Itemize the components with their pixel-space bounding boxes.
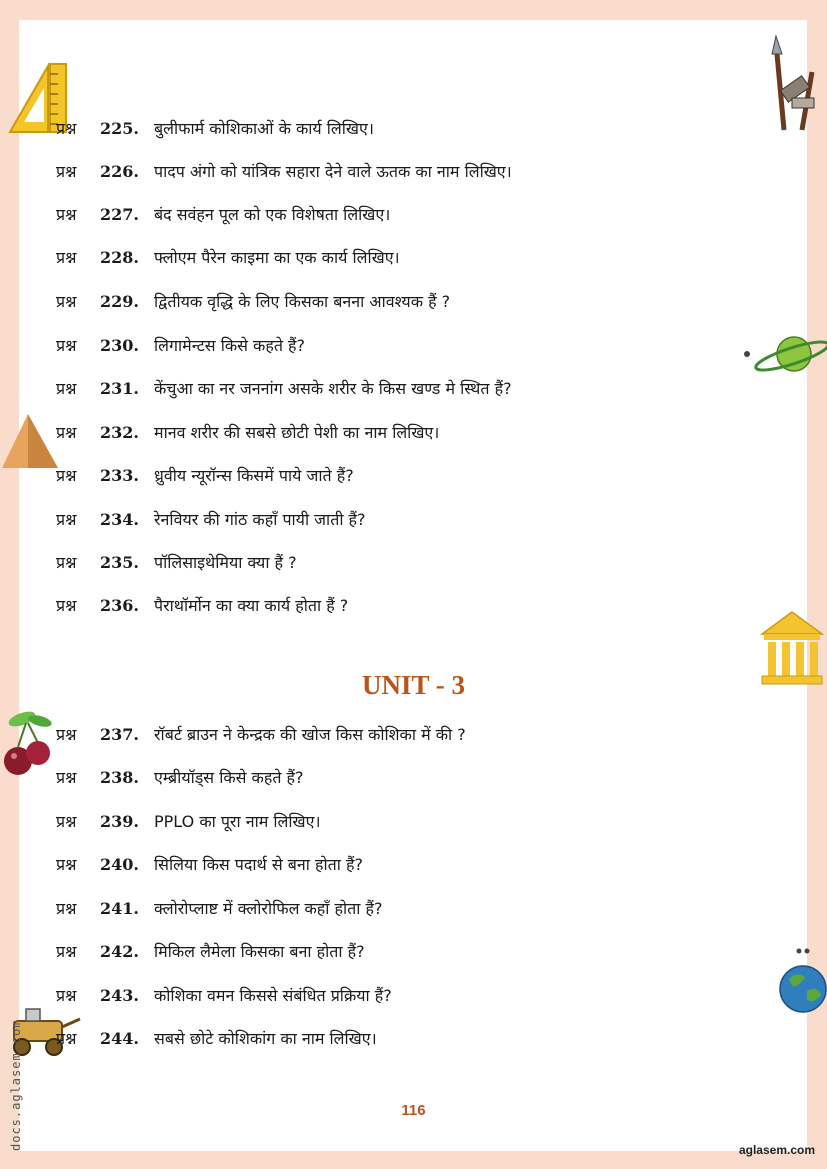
question-label: प्रश्न: [56, 553, 77, 572]
question-label: प्रश्न: [56, 248, 77, 267]
question-text: ध्रुवीय न्यूरॉन्स किसमें पाये जाते हैं?: [154, 466, 354, 485]
question-240: [56, 852, 363, 878]
question-number: 244.: [100, 1029, 139, 1048]
question-text: रेनवियर की गांठ कहाँ पायी जाती हैं?: [154, 510, 366, 529]
question-243: [56, 983, 392, 1009]
question-label: प्रश्न: [56, 119, 77, 138]
question-number: 236.: [100, 596, 139, 615]
question-text: कोशिका वमन किससे संबंधित प्रक्रिया हैं?: [154, 986, 392, 1005]
question-244: [56, 1026, 377, 1052]
question-number: 240.: [100, 855, 139, 874]
question-239: [56, 809, 321, 835]
question-label: प्रश्न: [56, 466, 77, 485]
question-234: [56, 507, 366, 533]
question-text: पादप अंगो को यांत्रिक सहारा देने वाले ऊतक का नाम लिखिए।: [154, 162, 512, 181]
question-number: 233.: [100, 466, 139, 485]
question-230: [56, 333, 305, 359]
question-text: रॉबर्ट ब्राउन ने केन्द्रक की खोज किस कोशिका में की ?: [154, 725, 466, 744]
question-text: PPLO का पूरा नाम लिखिए।: [154, 812, 321, 831]
question-label: प्रश्न: [56, 162, 77, 181]
planet-icon: [740, 330, 827, 380]
question-number: 228.: [100, 248, 139, 267]
question-233: [56, 463, 354, 489]
question-number: 231.: [100, 379, 139, 398]
question-label: प्रश्न: [56, 423, 77, 442]
unit-heading: UNIT - 3: [361, 670, 466, 700]
question-label: प्रश्न: [56, 986, 77, 1005]
question-text: मानव शरीर की सबसे छोटी पेशी का नाम लिखिए।: [154, 423, 440, 442]
question-229: [56, 289, 450, 315]
question-text: सिलिया किस पदार्थ से बना होता हैं?: [154, 855, 363, 874]
question-226: [56, 159, 512, 185]
question-231: [56, 376, 512, 402]
footer-site-link[interactable]: aglasem.com: [738, 1143, 815, 1157]
pyramid-icon: [0, 410, 60, 470]
question-text: फ्लोएम पैरेन काइमा का एक कार्य लिखिए।: [154, 248, 400, 267]
question-228: [56, 245, 400, 271]
cherries-icon: [0, 705, 62, 781]
page-number: 116: [401, 1102, 426, 1119]
question-label: प्रश्न: [56, 899, 77, 918]
question-label: प्रश्न: [56, 768, 77, 787]
question-label: प्रश्न: [56, 942, 77, 961]
question-241: [56, 896, 383, 922]
question-number: 226.: [100, 162, 139, 181]
question-text: बंद सवंहन पूल को एक विशेषता लिखिए।: [154, 205, 391, 224]
question-235: [56, 550, 297, 576]
question-label: प्रश्न: [56, 336, 77, 355]
earth-icon: [777, 945, 827, 1017]
question-text: पॉलिसाइथेमिया क्या हैं ?: [154, 553, 297, 572]
question-number: 237.: [100, 725, 139, 744]
question-number: 229.: [100, 292, 139, 311]
question-text: सबसे छोटे कोशिकांग का नाम लिखिए।: [154, 1029, 377, 1048]
question-236: [56, 593, 348, 619]
question-number: 241.: [100, 899, 139, 918]
question-label: प्रश्न: [56, 596, 77, 615]
question-label: प्रश्न: [56, 1029, 77, 1048]
tools-icon: [762, 32, 824, 134]
question-label: प्रश्न: [56, 510, 77, 529]
question-number: 230.: [100, 336, 139, 355]
question-242: [56, 939, 365, 965]
question-label: प्रश्न: [56, 379, 77, 398]
question-label: प्रश्न: [56, 205, 77, 224]
page-sheet: [19, 20, 807, 1151]
question-number: 225.: [100, 119, 139, 138]
question-237: [56, 722, 466, 748]
question-text: एम्ब्रीयॉड्स किसे कहते हैं?: [154, 768, 304, 787]
question-number: 235.: [100, 553, 139, 572]
question-text: केंचुआ का नर जननांग असके शरीर के किस खण्ड मे स्थित हैं?: [154, 379, 512, 398]
question-number: 239.: [100, 812, 139, 831]
question-text: द्वितीयक वृद्धि के लिए किसका बनना आवश्यक हैं ?: [154, 292, 451, 311]
question-number: 234.: [100, 510, 139, 529]
question-number: 232.: [100, 423, 139, 442]
question-number: 238.: [100, 768, 139, 787]
question-text: मिकिल लैमेला किसका बना होता हैं?: [154, 942, 365, 961]
question-number: 242.: [100, 942, 139, 961]
question-text: क्लोरोप्लाष्ट में क्लोरोफिल कहाँ होता हैं?: [154, 899, 383, 918]
question-225: [56, 116, 374, 142]
question-text: बुलीफार्म कोशिकाओं के कार्य लिखिए।: [154, 119, 374, 138]
question-label: प्रश्न: [56, 855, 77, 874]
question-238: [56, 765, 304, 791]
side-watermark: docs.aglasem.com: [9, 1019, 23, 1151]
question-232: [56, 420, 439, 446]
question-number: 227.: [100, 205, 139, 224]
question-text: लिगामेन्टस किसे कहते हैं?: [154, 336, 306, 355]
question-text: पैराथॉर्मोन का क्या कार्य होता हैं ?: [154, 596, 349, 615]
question-227: [56, 202, 390, 228]
question-label: प्रश्न: [56, 812, 77, 831]
question-number: 243.: [100, 986, 139, 1005]
question-label: प्रश्न: [56, 725, 77, 744]
question-label: प्रश्न: [56, 292, 77, 311]
